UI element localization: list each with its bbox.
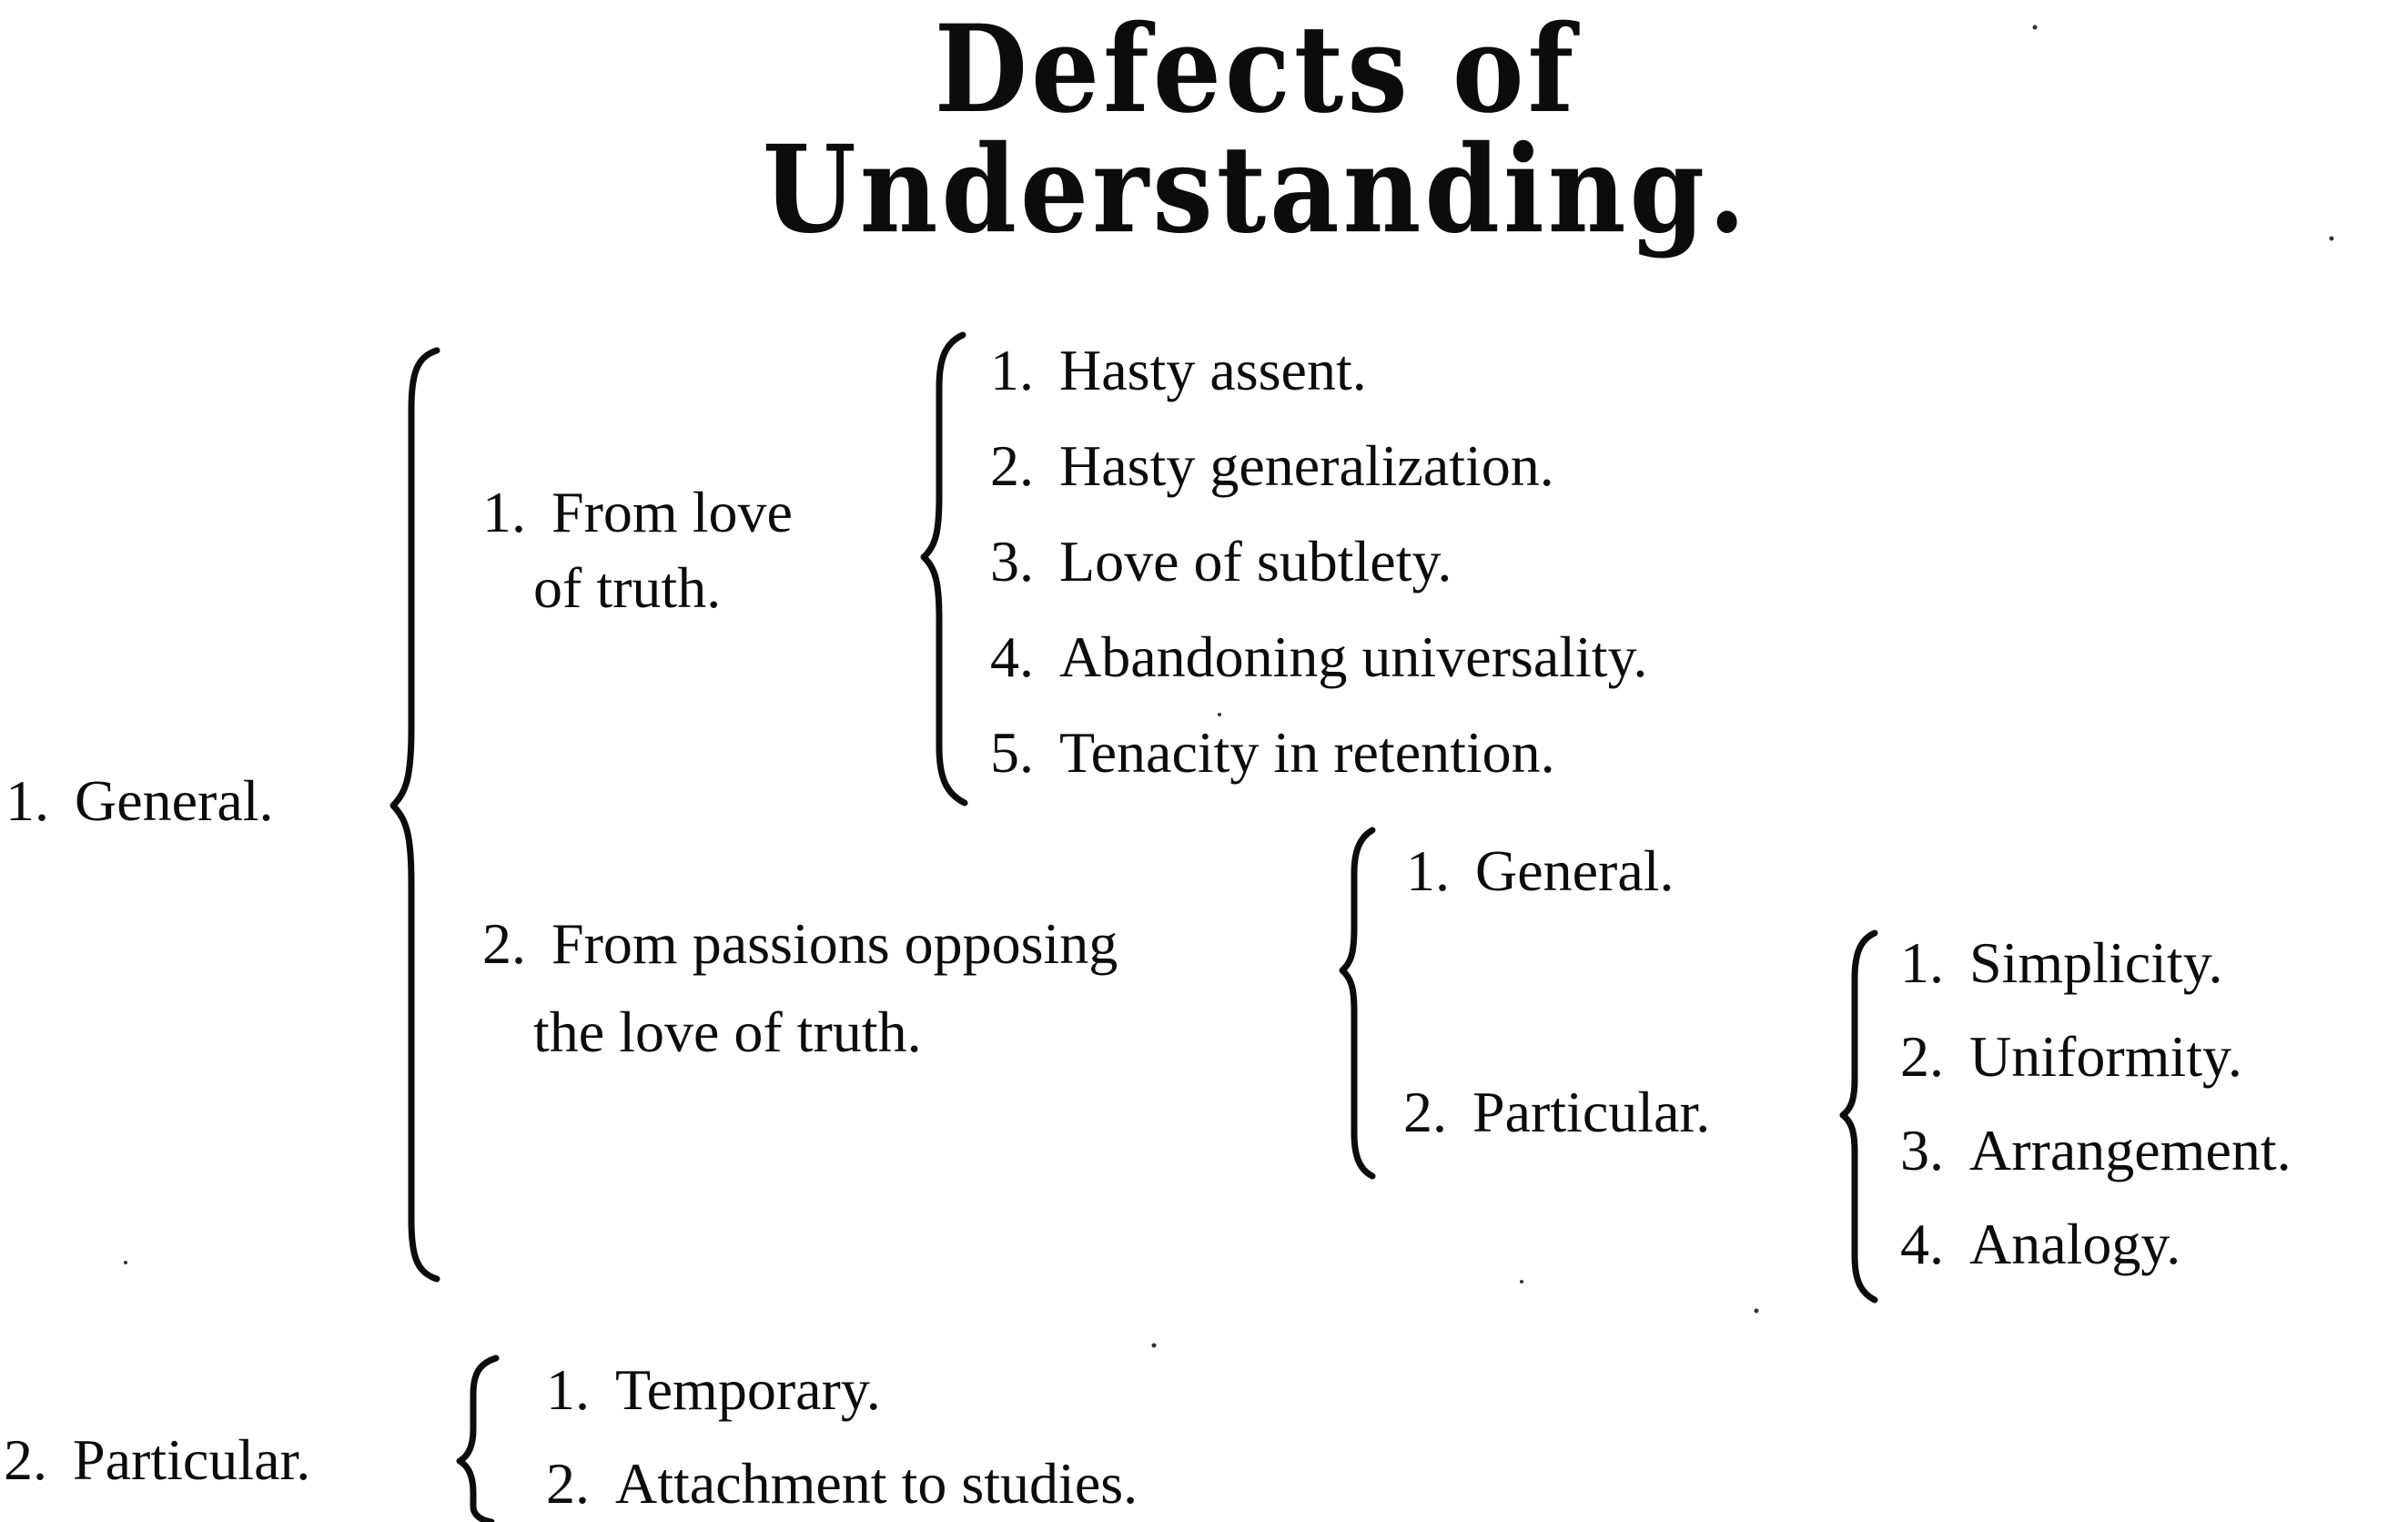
node-general-label: General. [75,768,274,833]
node-general [5,768,274,833]
list-item: 1. Simplicity. [1900,930,2223,995]
node-from-love [482,470,793,631]
list-item: 3. Arrangement. [1900,1118,2292,1182]
brace-from-passions [1342,830,1372,1176]
brace-passion-particular [1843,933,1875,1300]
node-from-passions-num: 2. [482,911,526,976]
node-particular: 2. Particular. [4,1427,311,1492]
list-item: 1. Temporary. [546,1357,881,1422]
list-item: 1. Hasty assent. [990,338,1367,402]
brace-particular [460,1358,496,1522]
node-passion-general: 1. General. [1406,838,1674,903]
list-item: 2. Hasty generalization. [990,433,1554,498]
node-passion-particular: 2. Particular. [1403,1080,1711,1144]
page-title: Defects of Understanding. [762,0,1750,260]
list-item: 2. Attachment to studies. [546,1451,1138,1516]
list-item: 4. Abandoning universality. [990,624,1648,689]
brace-from-love [924,335,965,803]
node-from-love-num: 1. [482,480,526,544]
node-general-num: 1. [5,768,49,833]
list-item: 3. Love of subtlety. [990,529,1452,594]
node-from-passions-line1: From passions opposing [551,911,1118,976]
brace-general [393,350,437,1279]
node-from-passions-line2: the love of truth. [533,999,922,1064]
node-from-passions [482,901,1118,1075]
list-item: 2. Uniformity. [1900,1024,2242,1089]
node-from-love-line2: of truth. [533,554,722,620]
node-from-love-line1: From love [551,480,793,544]
list-item: 5. Tenacity in retention. [990,720,1555,785]
list-item: 4. Analogy. [1900,1212,2181,1276]
